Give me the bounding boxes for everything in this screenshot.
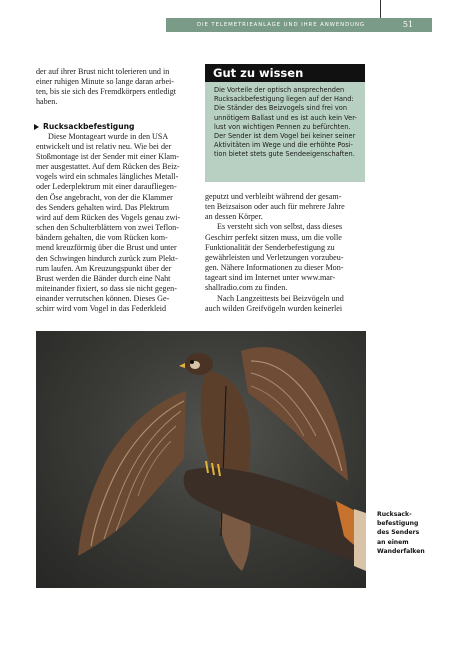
running-title: DIE TELEMETRIEANLAGE UND IHRE ANWENDUNG [196, 22, 366, 28]
arrow-bullet-icon [34, 124, 39, 130]
paragraph [205, 294, 366, 314]
paragraph [205, 222, 366, 293]
caption-line: an einem [377, 538, 409, 546]
text-line: einander verrutschen können. Dieses Ge- [36, 294, 170, 304]
intro-paragraph [36, 67, 197, 108]
page-number: 51 [402, 20, 414, 29]
info-box-body [205, 82, 365, 182]
caption-line: Wanderfalken [377, 547, 425, 555]
text-line: oder Lederplektrum mit einer daraufliegen- [36, 182, 177, 192]
text-line: geputzt und verbleibt während der gesam- [205, 192, 342, 201]
info-box-line: Der Sender ist dem Vogel bei keiner seiner [214, 132, 356, 141]
info-box-line: Aktivitäten im Wege und die erhöhte Posi- [214, 141, 353, 150]
text-line: miteinander fixiert, so dass sie nicht gegen- [36, 283, 177, 293]
text-line: Funktionalität der Senderbefestigung zu [205, 242, 335, 252]
falcon-photo [36, 331, 366, 588]
info-box-line: tion bietet stets gute Sendeeigenschaften. [214, 150, 355, 159]
arm [354, 509, 366, 571]
text-line: Diese Montageart wurde in den USA [48, 131, 169, 141]
text-line: Stoßmontage ist der Sender mit einer Klam- [36, 151, 179, 161]
text-line: den Öse angebracht, von der die Klammer [36, 192, 173, 202]
info-box-line: Die Ständer des Beizvogels sind frei von [214, 104, 348, 113]
right-wing-shape [241, 347, 348, 481]
text-line: der auf ihrer Brust nicht tolerieren und in [36, 67, 170, 76]
text-line: haben. [36, 97, 58, 107]
text-line: shallradio.com zu finden. [205, 283, 288, 293]
text-line: gewährleisten und Verletzungen vorzubeu- [205, 252, 344, 262]
section-heading [36, 122, 197, 132]
text-line: mer ausgestattet. Auf dem Rücken des Beiz- [36, 162, 180, 172]
text-line: schen den Schulterblättern von zwei Teflon- [36, 223, 179, 233]
text-line: mend kreuzförmig über die Brust und unter [36, 243, 177, 253]
right-column [205, 192, 366, 314]
caption-line: Rucksack- [377, 511, 412, 518]
caption-line: befestigung [377, 520, 419, 528]
text-line: rum laufen. Am Kreuzungspunkt über der [36, 263, 172, 273]
info-box-line: unnötigem Ballast und es ist auch kein Ver- [214, 113, 357, 122]
text-line: entwickelt und ist relativ neu. Wie bei der [36, 141, 172, 151]
info-box-line: Rucksackbefestigung liegen auf der Hand: [214, 95, 354, 104]
paragraph [205, 192, 366, 222]
falconry-glove [184, 468, 354, 561]
left-column [36, 67, 197, 314]
info-box-line: Die Vorteile der optisch ansprechenden [214, 86, 345, 94]
text-line: gen. Nähere Informationen zu dieser Mon- [205, 263, 344, 273]
text-line: schirr wird vom Vogel in das Federkleid [36, 304, 167, 314]
text-line: den Schwingen hindurch zurück zum Plekt- [36, 253, 178, 263]
text-line: Brust werden die Bänder durch eine Naht [36, 273, 171, 283]
section-paragraph [36, 132, 197, 315]
text-line: auch wilden Greifvögeln wurden keinerlei [205, 303, 343, 313]
text-line: ten Beizsaison oder auch für mehrere Jahre [205, 202, 345, 212]
text-line: Geschirr perfekt sitzen muss, um die volle [205, 232, 342, 242]
falcon-illustration [36, 331, 366, 588]
text-line: an dessen Körper. [205, 212, 263, 222]
info-box-line: lust von wichtigen Pennen zu befürchten. [214, 122, 351, 131]
text-line: tageart sind im Internet unter www.mar- [205, 273, 336, 283]
text-line: Es versteht sich von selbst, dass dieses [217, 222, 343, 232]
text-line: Nach Langzeittests bei Beizvögeln und [217, 293, 344, 303]
text-line: des Senders gehalten wird. Das Plektrum [36, 202, 170, 212]
info-box-title: Gut zu wissen [213, 66, 304, 80]
section-heading-label: Rucksackbefestigung [43, 121, 135, 131]
text-line: wird auf dem Rücken des Vogels genau zwi- [36, 212, 181, 222]
text-line: bändern gehalten, die vom Rücken kom- [36, 233, 168, 243]
text-line: vogels wird ein schmales längliches Metall- [36, 172, 179, 182]
text-line: einer ruhigen Minute so lange daran arbei- [36, 77, 174, 87]
photo-caption [377, 510, 437, 556]
text-line: ten, bis sie sich des Fremdkörpers entledigt [36, 87, 177, 97]
caption-line: des Senders [377, 529, 420, 537]
